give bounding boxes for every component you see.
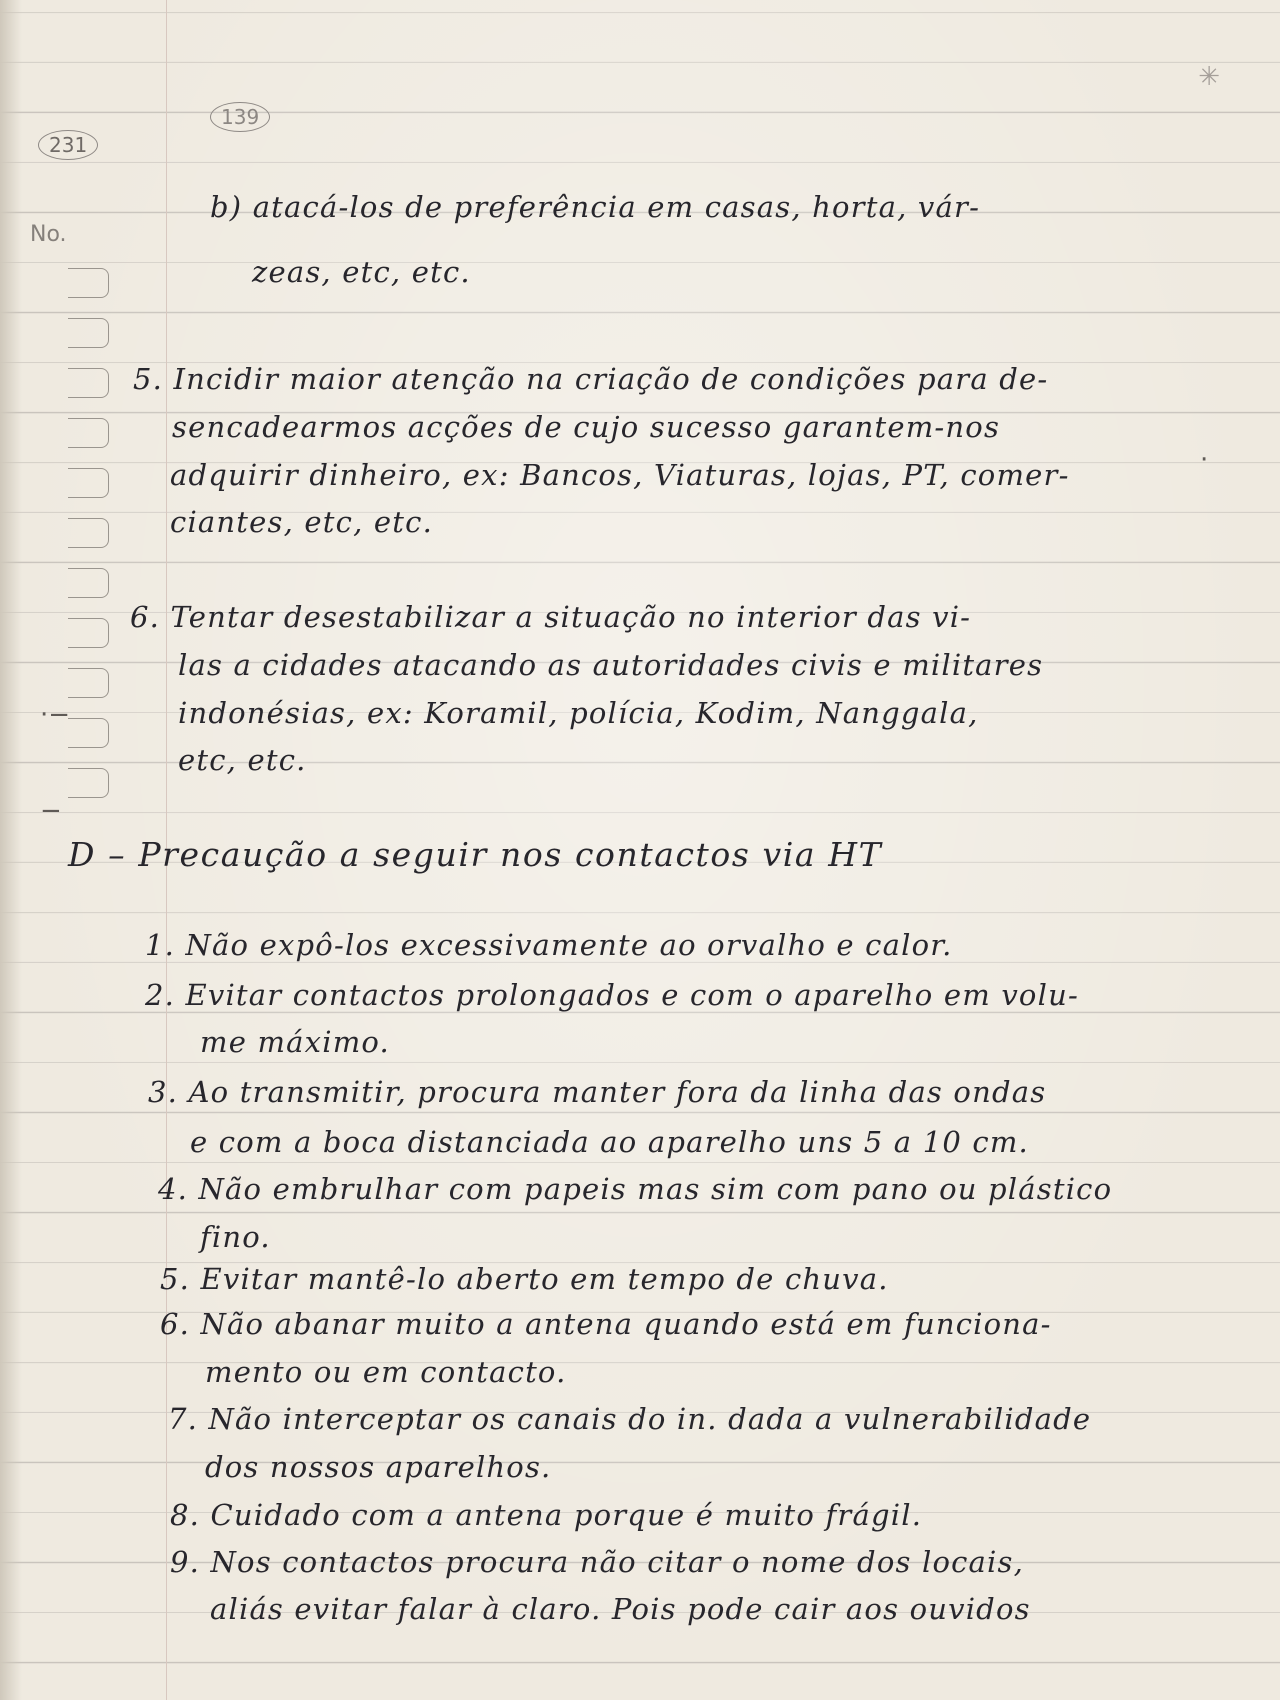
text-line: 9. Nos contactos procura não citar o nome dos locais, — [170, 1545, 1025, 1579]
text-line: aliás evitar falar à claro. Pois pode cair aos ouvidos — [210, 1592, 1031, 1626]
margin-tab — [68, 568, 109, 598]
text-line: 7. Não interceptar os canais do in. dada a vulnerabilidade — [168, 1402, 1092, 1436]
page-number-stamp: 139 — [210, 102, 270, 132]
margin-tab — [68, 318, 109, 348]
text-line: b) atacá-los de preferência em casas, horta, vár- — [210, 190, 981, 224]
text-line: 3. Ao transmitir, procura manter fora da linha das ondas — [148, 1075, 1047, 1109]
text-line: etc, etc. — [178, 743, 307, 777]
text-line: 5. Evitar mantê-lo aberto em tempo de chuva. — [160, 1262, 889, 1296]
text-line: 6. Não abanar muito a antena quando está em funciona- — [160, 1307, 1052, 1341]
text-line: dos nossos aparelhos. — [205, 1450, 552, 1484]
text-line: ciantes, etc, etc. — [170, 505, 433, 539]
margin-label: No. — [30, 222, 67, 247]
margin-tick-mark: ·− — [40, 700, 71, 730]
text-line: 6. Tentar desestabilizar a situação no interior das vi- — [130, 600, 972, 634]
text-line: 5. Incidir maior atenção na criação de condições para de- — [133, 362, 1049, 396]
text-line: indonésias, ex: Koramil, polícia, Kodim, Nanggala, — [178, 696, 979, 730]
section-heading: D – Precaução a seguir nos contactos via HT — [68, 835, 883, 874]
text-line: las a cidades atacando as autoridades civis e militares — [178, 648, 1044, 682]
text-line: sencadearmos acções de cujo sucesso garantem-nos — [172, 410, 1001, 444]
page-number: 231 — [38, 130, 98, 160]
text-line: e com a boca distanciada ao aparelho uns 5 a 10 cm. — [190, 1125, 1029, 1159]
text-line: mento ou em contacto. — [205, 1355, 567, 1389]
text-line: me máximo. — [200, 1025, 390, 1059]
text-line: 8. Cuidado com a antena porque é muito frágil. — [170, 1498, 923, 1532]
text-line: 1. Não expô-los excessivamente ao orvalho e calor. — [145, 928, 953, 962]
text-line: fino. — [200, 1220, 271, 1254]
text-line: adquirir dinheiro, ex: Bancos, Viaturas, lojas, PT, comer- — [170, 458, 1070, 492]
text-line: 4. Não embrulhar com papeis mas sim com pano ou plástico — [158, 1172, 1113, 1206]
text-line: 2. Evitar contactos prolongados e com o aparelho em volu- — [145, 978, 1079, 1012]
margin-tick-mark: · — [1200, 445, 1209, 475]
text-line: zeas, etc, etc. — [252, 255, 471, 289]
asterisk-icon: ✳ — [1198, 62, 1220, 92]
margin-tick-mark: − — [40, 796, 62, 826]
